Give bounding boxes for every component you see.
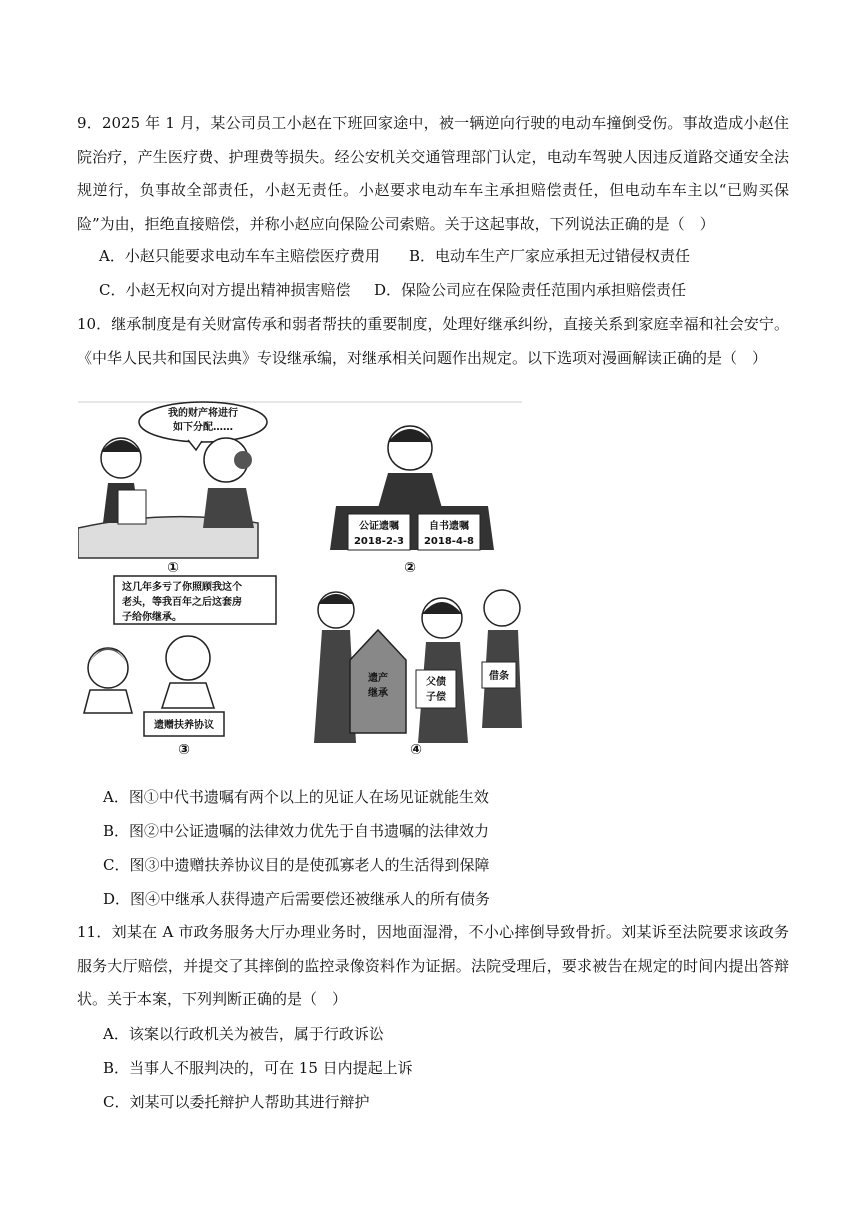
panel4-house-line2: 继承	[368, 688, 388, 699]
panel2-board-right-date: 2018-4-8	[423, 536, 475, 547]
panel2-board-right-title: 自书遗嘱	[429, 521, 469, 532]
panel1-number: ①	[167, 560, 179, 576]
panel2-board-left-date: 2018-2-3	[353, 536, 405, 547]
panel4-number: ④	[410, 742, 422, 758]
panel3-bubble-line2: 老头，等我百年之后这套房	[122, 597, 242, 608]
cartoon-panel-1	[78, 402, 267, 576]
panel3-bubble-line3: 子给你继承。	[122, 612, 182, 623]
panel4-paper-line1: 父债	[426, 677, 446, 688]
question-10-option-a: A．图①中代书遗嘱有两个以上的见证人在场见证就能生效	[103, 788, 489, 806]
question-11-option-a: A．该案以行政机关为被告，属于行政诉讼	[103, 1025, 384, 1043]
panel2-board-left-title: 公证遗嘱	[359, 521, 399, 532]
question-10-option-d: D．图④中继承人获得遗产后需要偿还被继承人的所有债务	[103, 890, 491, 908]
question-10-option-c: C．图③中遗赠扶养协议目的是使孤寡老人的生活得到保障	[103, 856, 490, 874]
panel1-bubble-line2: 如下分配……	[173, 422, 233, 433]
question-9-option-b: B．电动车生产厂家应承担无过错侵权责任	[409, 247, 691, 265]
panel4-note: 借条	[489, 671, 509, 682]
question-9-option-a: A．小赵只能要求电动车车主赔偿医疗费用	[99, 247, 380, 265]
question-11-option-c: C．刘某可以委托辩护人帮助其进行辩护	[103, 1093, 370, 1111]
panel4-house-line1: 遗产	[368, 673, 388, 684]
question-9-option-d: D．保险公司应在保险责任范围内承担赔偿责任	[374, 281, 687, 299]
panel1-bubble-line1: 我的财产将进行	[168, 408, 238, 419]
cartoon-panel-4	[314, 590, 522, 758]
panel4-paper-line2: 子偿	[426, 692, 446, 703]
cartoon-panel-2	[330, 426, 494, 576]
question-9-option-c: C．小赵无权向对方提出精神损害赔偿	[99, 281, 351, 299]
panel3-bubble-line1: 这几年多亏了你照顾我这个	[122, 582, 242, 593]
question-10-option-b: B．图②中公证遗嘱的法律效力优先于自书遗嘱的法律效力	[103, 822, 490, 840]
question-9-stem: 9．2025 年 1 月，某公司员工小赵在下班回家途中，被一辆逆向行驶的电动车撞倒受伤。事故造成小赵住院治疗，产生医疗费、护理费等损失。经公安机关交通管理部门认定，电动车驾驶人因违反道路交通安全法规逆行，负事故全部责任，小赵无责任。小赵要求电动车车主承担赔偿责任，但电动车车主以“已购买保险”为由，拒绝直接赔偿，并称小赵应向保险公司索赔。关于这起事故，下列说法正确的是（ ）	[77, 114, 789, 233]
panel3-number: ③	[178, 742, 190, 758]
panel2-number: ②	[404, 560, 416, 576]
inheritance-cartoon	[78, 398, 522, 760]
cartoon-panel-3	[84, 576, 276, 758]
question-11-stem: 11．刘某在 A 市政务服务大厅办理业务时，因地面湿滑，不小心摔倒导致骨折。刘某诉至法院要求该政务服务大厅赔偿，并提交了其摔倒的监控录像资料作为证据。法院受理后，要求被告在规定的时间内提出答辩状。关于本案，下列判断正确的是（ ）	[77, 923, 789, 1008]
question-11-option-b: B．当事人不服判决的，可在 15 日内提起上诉	[103, 1059, 413, 1077]
question-10-stem: 10．继承制度是有关财富传承和弱者帮扶的重要制度，处理好继承纠纷，直接关系到家庭幸福和社会安宁。《中华人民共和国民法典》专设继承编，对继承相关问题作出规定。以下选项对漫画解读正确的是（ ）	[77, 315, 789, 367]
panel3-sign: 遗赠扶养协议	[154, 720, 214, 731]
